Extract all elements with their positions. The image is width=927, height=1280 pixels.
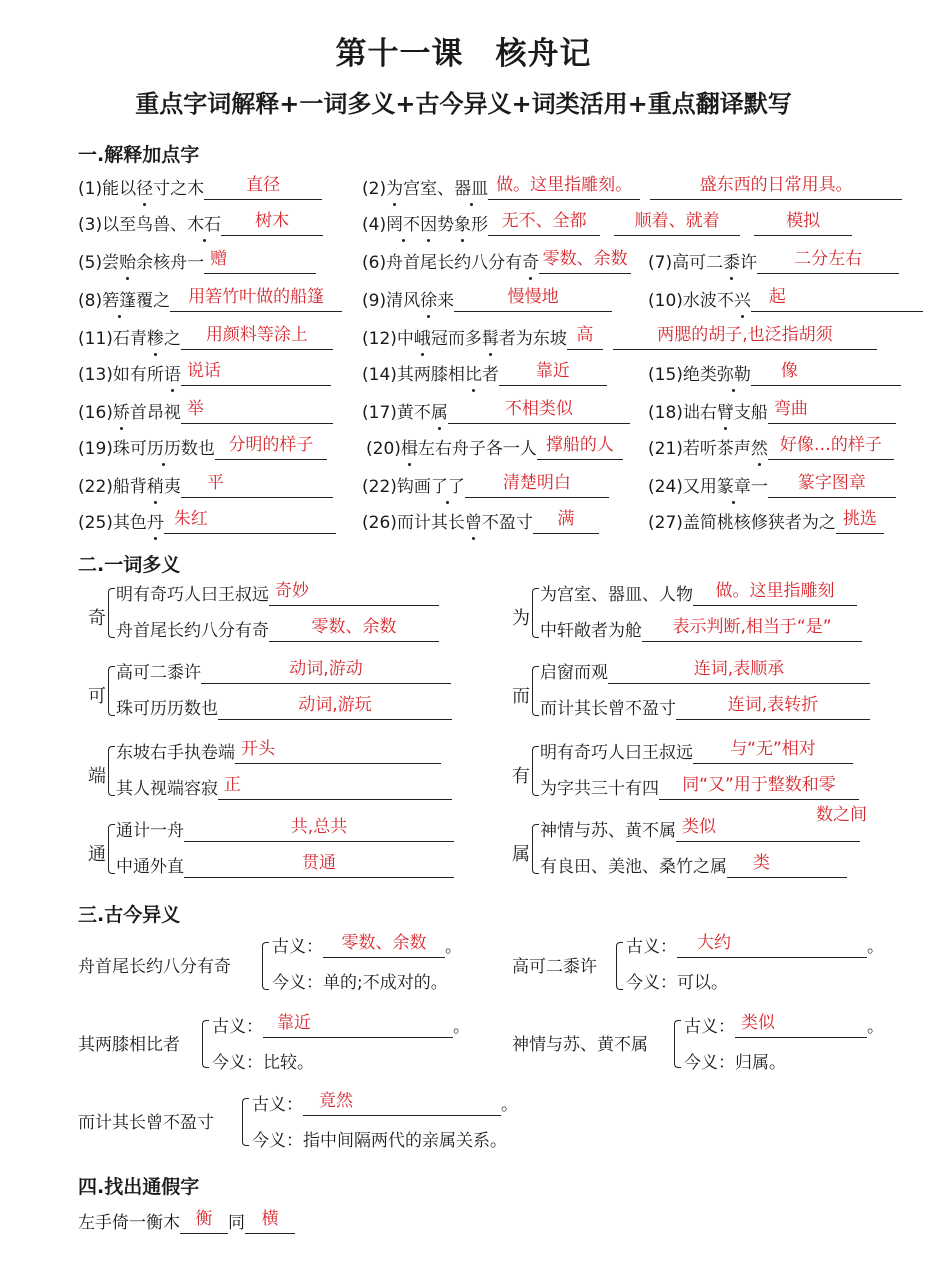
- phrase: 舟首尾长约八分有奇: [78, 957, 231, 977]
- brace: [108, 824, 115, 874]
- section-4-heading: 四.找出通假字: [78, 1176, 200, 1198]
- section-3-heading: 三.古今异义: [78, 904, 181, 926]
- phrase: 神情与苏、黄不属: [512, 1035, 648, 1055]
- answer-continued: 数之间: [816, 805, 867, 825]
- item-1: (1)能以径寸之木 直径: [78, 178, 322, 200]
- usage-row: 为字共三十有四 同“又”用于整数和零: [540, 778, 859, 800]
- word-char: 奇: [88, 608, 106, 629]
- word-char: 可: [88, 686, 106, 707]
- item-10: (10)水波不兴 起: [648, 290, 923, 312]
- phrase: 其两膝相比者: [78, 1035, 180, 1055]
- brace: [108, 666, 115, 716]
- jin-row: 今义：可以。: [626, 973, 728, 993]
- phrase: 而计其长曾不盈寸: [78, 1113, 214, 1133]
- answer: 直径: [246, 175, 281, 195]
- usage-row: 神情与苏、黄不属 类似: [540, 820, 860, 842]
- brace: [532, 824, 539, 874]
- jin-row: 今义：比较。: [212, 1053, 314, 1073]
- gu-row: 古义： 靠近 。: [212, 1013, 470, 1037]
- brace: [532, 746, 539, 796]
- item-7: (7)高可二黍许 二分左右: [648, 252, 899, 274]
- item-14: (14)其两膝相比者 靠近: [362, 364, 607, 386]
- usage-row: 东坡右手执卷端 开头: [116, 742, 441, 764]
- usage-row: 中通外直 贯通: [116, 856, 454, 878]
- gu-row: 古义： 类似 。: [684, 1013, 884, 1037]
- brace: [108, 588, 115, 638]
- usage-row: 其人视端容寂 正: [116, 778, 452, 800]
- item-9: (9)清风徐来 慢慢地: [362, 290, 612, 312]
- item-5: (5)尝贻余核舟一 赠: [78, 252, 316, 274]
- word-char: 为: [512, 608, 530, 629]
- item-12: (12)中峨冠而多髯者为东坡 高 两腮的胡子,也泛指胡须: [362, 328, 877, 350]
- item-15: (15)绝类弥勒 像: [648, 364, 901, 386]
- item-2: (2)为宫室、器皿 做。这里指雕刻。 盛东西的日常用具。: [362, 178, 902, 200]
- item-17: (17)黄不属 不相类似: [362, 402, 630, 424]
- usage-row: 中轩敞者为舱 表示判断,相当于“是”: [540, 620, 862, 642]
- brace: [108, 746, 115, 796]
- word-char: 通: [88, 844, 106, 865]
- tongjia-row: 左手倚一衡木 衡 同 横: [78, 1212, 295, 1234]
- item-19: (19)珠可历历数也 分明的样子: [78, 438, 327, 460]
- gu-row: 古义： 大约 。: [626, 933, 884, 957]
- item-24: (24)又用篆章一 篆字图章: [648, 476, 896, 498]
- usage-row: 珠可历历数也 动词,游玩: [116, 698, 452, 720]
- word-char: 有: [512, 766, 530, 787]
- usage-row: 通计一舟 共,总共: [116, 820, 454, 842]
- page-subtitle: 重点字词解释+一词多义+古今异义+词类活用+重点翻译默写: [135, 90, 792, 118]
- item-18: (18)诎右臂支船 弯曲: [648, 402, 896, 424]
- item-16: (16)矫首昂视 举: [78, 402, 333, 424]
- usage-row: 高可二黍许 动词,游动: [116, 662, 451, 684]
- gu-row: 古义： 竟然 。: [252, 1091, 518, 1115]
- item-26: (26)而计其长曾不盈寸 满: [362, 512, 599, 534]
- brace: [262, 942, 269, 990]
- word-char: 而: [512, 686, 530, 707]
- usage-row: 启窗而观 连词,表顺承: [540, 662, 870, 684]
- brace: [242, 1098, 249, 1146]
- jin-row: 今义：归属。: [684, 1053, 786, 1073]
- item-13: (13)如有所语 说话: [78, 364, 331, 386]
- page-title: 第十一课 核舟记: [335, 36, 592, 72]
- brace: [202, 1020, 209, 1068]
- brace: [616, 942, 623, 990]
- item-21: (21)若听茶声然 好像…的样子: [648, 438, 894, 460]
- phrase: 高可二黍许: [512, 957, 597, 977]
- usage-row: 为宫室、器皿、人物 做。这里指雕刻: [540, 584, 857, 606]
- item-25: (25)其色丹 朱红: [78, 512, 336, 534]
- jin-row: 今义：单的;不成对的。: [272, 973, 448, 993]
- item-8: (8)箬篷覆之 用箬竹叶做的船篷: [78, 290, 342, 312]
- word-char: 属: [512, 844, 530, 865]
- item-11: (11)石青糁之 用颜料等涂上: [78, 328, 333, 350]
- item-23: (22)钩画了了 清楚明白: [362, 476, 609, 498]
- usage-row: 而计其长曾不盈寸 连词,表转折: [540, 698, 870, 720]
- brace: [532, 666, 539, 716]
- usage-row: 明有奇巧人曰王叔远 奇妙: [116, 584, 439, 606]
- brace: [674, 1020, 681, 1068]
- section-1-heading: 一.解释加点字: [78, 144, 200, 166]
- item-6: (6)舟首尾长约八分有奇 零数、余数: [362, 252, 631, 274]
- usage-row: 舟首尾长约八分有奇 零数、余数: [116, 620, 439, 642]
- item-27: (27)盖简桃核修狭者为之 挑选: [648, 512, 884, 534]
- word-char: 端: [88, 766, 106, 787]
- brace: [532, 588, 539, 638]
- item-4: (4)罔不因势象形 无不、全都 顺着、就着 模拟: [362, 214, 852, 236]
- usage-row: 有良田、美池、桑竹之属 类: [540, 856, 847, 878]
- usage-row: 明有奇巧人曰王叔远 与“无”相对: [540, 742, 853, 764]
- section-2-heading: 二.一词多义: [78, 554, 181, 576]
- jin-row: 今义：指中间隔两代的亲属关系。: [252, 1131, 507, 1151]
- item-3: (3)以至鸟兽、木石 树木: [78, 214, 323, 236]
- item-22: (22)船背稍夷 平: [78, 476, 333, 498]
- gu-row: 古义： 零数、余数 。: [272, 933, 462, 957]
- item-20: (20)楫左右舟子各一人 撑船的人: [366, 438, 623, 460]
